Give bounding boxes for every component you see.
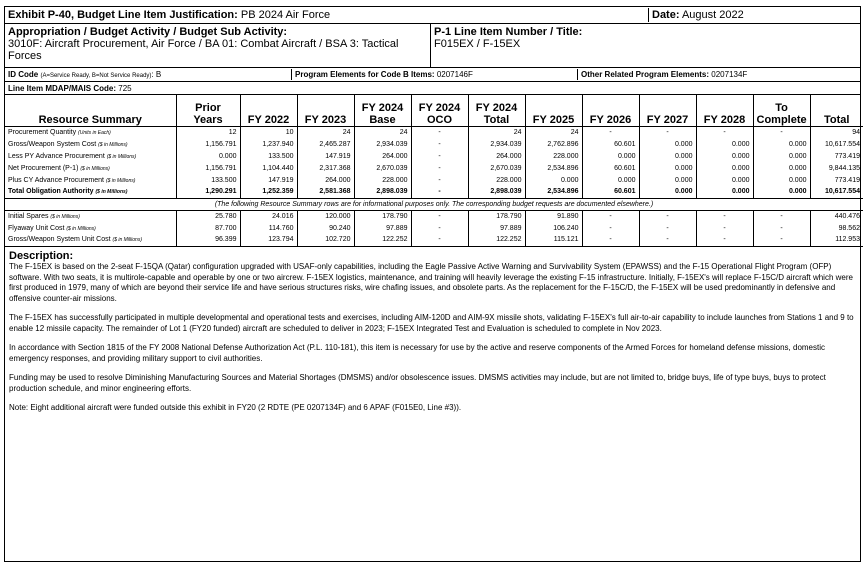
table-cell: - xyxy=(639,126,696,138)
table-cell: 120.000 xyxy=(297,210,354,222)
table-cell: 2,934.039 xyxy=(468,138,525,150)
table-cell: 0.000 xyxy=(525,174,582,186)
id-code-block xyxy=(5,69,292,80)
table-cell: 178.790 xyxy=(354,210,411,222)
column-header: FY 2025 xyxy=(525,95,582,126)
table-cell: - xyxy=(582,234,639,246)
resource-summary-table xyxy=(5,95,863,247)
column-header: To Complete xyxy=(753,95,810,126)
table-cell: - xyxy=(753,210,810,222)
column-header: FY 2023 xyxy=(297,95,354,126)
table-cell: 0.000 xyxy=(696,186,753,198)
table-cell: 773.419 xyxy=(834,176,860,184)
other-pe-value: 0207134F xyxy=(711,70,748,79)
table-cell: 60.601 xyxy=(582,138,639,150)
table-cell: 24 xyxy=(525,126,582,138)
table-cell: 0.000 xyxy=(639,162,696,174)
row-label: Procurement Quantity (Units in Each) xyxy=(5,126,176,138)
table-cell: 147.919 xyxy=(240,174,297,186)
table-row xyxy=(5,222,863,234)
table-cell: 24.016 xyxy=(240,210,297,222)
table-cell: - xyxy=(753,126,810,138)
table-cell: 2,581.368 xyxy=(297,186,354,198)
table-cell: 115.121 xyxy=(525,234,582,246)
column-header: FY 2024 Base xyxy=(354,95,411,126)
table-cell: 2,898.039 xyxy=(354,186,411,198)
table-cell: 0.000 xyxy=(753,186,810,198)
table-cell: 228.000 xyxy=(354,174,411,186)
pe-value: 0207146F xyxy=(436,70,473,79)
id-code-value: : B xyxy=(151,70,162,79)
table-cell: 106.240 xyxy=(525,222,582,234)
row-label: Gross/Weapon System Cost ($ in Millions) xyxy=(5,138,176,150)
table-cell: 24 xyxy=(468,126,525,138)
table-cell: - xyxy=(411,234,468,246)
table-row xyxy=(5,186,863,198)
table-cell: - xyxy=(696,210,753,222)
description-paragraph: The F-15EX is based on the 2-seat F-15QA (Qatar) configuration upgraded with USAF-only capabilities, including the Eagle Passive Active Warning and Survivability System (EPAWSS) and the F-15 Operational Flight Program (OFP) software. With two seats, it is multirole-capable and operable by one or two aircrew. F-15EX logistics, maintenance, and training will heavily leverage the existing F-15 infrastructure. Initially, F-15EX's will replace F-15C/D aircraft which were first produced in 1979, many of which are beyond their service life and have serious structures risks, wire chafing issues, and obsolete parts. As the replacement for the F-15C/D, the F-15EX will be used predominantly in defensive and offensive counter-air missions. xyxy=(9,262,853,303)
other-pe-block xyxy=(578,69,860,80)
table-row xyxy=(5,210,863,222)
table-cell: - xyxy=(639,234,696,246)
table-cell: 2,317.368 xyxy=(297,162,354,174)
table-cell: - xyxy=(411,210,468,222)
column-header-row xyxy=(5,95,863,126)
table-cell: 1,290.291 xyxy=(176,186,240,198)
table-cell: 10,617.554 xyxy=(824,140,860,148)
date-label: Date: xyxy=(652,9,680,21)
table-cell: - xyxy=(696,234,753,246)
table-cell: - xyxy=(639,210,696,222)
table-cell: 0.000 xyxy=(639,186,696,198)
table-row xyxy=(5,138,863,150)
program-elements-block xyxy=(292,69,578,80)
id-code-label: ID Code xyxy=(8,70,39,79)
table-cell: 0.000 xyxy=(176,150,240,162)
table-cell: 24 xyxy=(297,126,354,138)
table-cell: 102.720 xyxy=(297,234,354,246)
appropriation-row xyxy=(5,24,860,68)
description-paragraph: Funding may be used to resolve Diminishing Manufacturing Sources and Material Shortages (DMSMS) and/or obsolescence issues. DMSMS activities may include, but are not limited to, bridge buys, life of type buys, buys to protect production schedule, and minor engineering efforts. xyxy=(9,373,826,393)
table-cell: 147.919 xyxy=(297,150,354,162)
table-cell: 133.500 xyxy=(240,150,297,162)
table-cell: 122.252 xyxy=(354,234,411,246)
table-row xyxy=(5,234,863,246)
table-cell: - xyxy=(411,138,468,150)
table-cell: 0.000 xyxy=(753,150,810,162)
table-cell: 90.240 xyxy=(297,222,354,234)
mdap-label: Line Item MDAP/MAIS Code: xyxy=(8,83,117,93)
table-cell: - xyxy=(411,162,468,174)
p40-exhibit-sheet xyxy=(4,6,861,562)
description-paragraph: Note: Eight additional aircraft were funded outside this exhibit in FY20 (2 RDTE (PE 0207134F) and 6 APAF (F015E0, Line #3)). xyxy=(9,403,462,412)
appropriation-block xyxy=(5,24,431,67)
table-cell: 0.000 xyxy=(753,174,810,186)
exhibit-date xyxy=(649,8,860,22)
exhibit-title-row xyxy=(5,7,860,24)
p1-line-item-block xyxy=(431,24,860,67)
table-cell: 264.000 xyxy=(354,150,411,162)
table-cell: 1,237.940 xyxy=(240,138,297,150)
appropriation-label: Appropriation / Budget Activity / Budget Sub Activity: xyxy=(8,26,288,38)
table-cell: 0.000 xyxy=(696,174,753,186)
column-header: Prior Years xyxy=(176,95,240,126)
row-label: Gross/Weapon System Unit Cost ($ in Millions) xyxy=(5,234,176,246)
table-cell: - xyxy=(582,126,639,138)
description-paragraph: In accordance with Section 1815 of the FY 2008 National Defense Authorization Act (P.L. 110-181), this item is necessary for use by the active and reserve components of the Armed Forces for homeland defense missions, domestic emergency responses, and providing military support to civil authorities. xyxy=(9,343,825,363)
mdap-block xyxy=(5,83,135,94)
pe-label: Program Elements for Code B Items: xyxy=(295,70,435,79)
table-row xyxy=(5,126,863,138)
table-cell: 773.419 xyxy=(834,152,860,160)
table-row xyxy=(5,162,863,174)
table-cell: 60.601 xyxy=(582,162,639,174)
table-cell: 0.000 xyxy=(696,150,753,162)
table-cell: 1,104.440 xyxy=(240,162,297,174)
table-cell: 264.000 xyxy=(297,174,354,186)
table-cell: 2,762.896 xyxy=(525,138,582,150)
table-cell: 1,252.359 xyxy=(240,186,297,198)
row-label: Net Procurement (P-1) ($ in Millions) xyxy=(5,162,176,174)
table-cell: 97.889 xyxy=(468,222,525,234)
table-cell: 122.252 xyxy=(468,234,525,246)
appropriation-value: 3010F: Aircraft Procurement, Air Force / BA 01: Combat Aircraft / BSA 3: Tactical Forces xyxy=(8,38,399,62)
mdap-row xyxy=(5,82,860,95)
table-cell: 178.790 xyxy=(468,210,525,222)
description-section xyxy=(5,247,860,427)
exhibit-title xyxy=(5,8,649,22)
table-cell: 2,898.039 xyxy=(468,186,525,198)
table-cell: - xyxy=(582,222,639,234)
description-paragraph: The F-15EX has successfully participated in multiple developmental and operational tests and exercises, including AIM-120D and AIM-9X missile shots, validating F-15EX's full air-to-air capability to include launches from Stations 1 and 9 to enable 12 missile capacity. The remainder of Lot 1 (FY20 funded) aircraft are scheduled to deliver in 2023; F-15EX Integrated Test and Evaluation is scheduled to complete in Nov 2023. xyxy=(9,313,854,333)
resource-summary-body xyxy=(5,126,863,246)
informational-note-row xyxy=(5,198,863,210)
table-cell: 0.000 xyxy=(753,138,810,150)
table-cell: 2,534.896 xyxy=(525,186,582,198)
table-cell: - xyxy=(696,222,753,234)
column-header: FY 2026 xyxy=(582,95,639,126)
table-cell: 0.000 xyxy=(639,138,696,150)
table-cell: - xyxy=(582,210,639,222)
table-cell: 0.000 xyxy=(753,162,810,174)
table-cell: - xyxy=(696,126,753,138)
other-pe-label: Other Related Program Elements: xyxy=(581,70,710,79)
table-cell: 112.953 xyxy=(810,234,863,246)
table-cell: 98.562 xyxy=(838,224,860,232)
column-header: Resource Summary xyxy=(5,95,176,126)
table-row xyxy=(5,150,863,162)
table-cell: 97.889 xyxy=(354,222,411,234)
table-cell: 10,617.554 xyxy=(810,186,863,198)
table-cell: 0.000 xyxy=(582,150,639,162)
row-label: Flyaway Unit Cost ($ in Millions) xyxy=(5,222,176,234)
table-cell: 12 xyxy=(176,126,240,138)
table-cell: 228.000 xyxy=(468,174,525,186)
table-cell: 0.000 xyxy=(696,138,753,150)
exhibit-value: PB 2024 Air Force xyxy=(240,9,331,21)
informational-note: (The following Resource Summary rows are for informational purposes only. The corresponding budget requests are documented elsewhere.) xyxy=(5,198,863,210)
table-cell: 2,670.039 xyxy=(468,162,525,174)
table-cell: - xyxy=(411,150,468,162)
column-header: FY 2024 Total xyxy=(468,95,525,126)
description-heading: Description: xyxy=(9,249,74,262)
table-cell: 133.500 xyxy=(176,174,240,186)
table-cell: - xyxy=(411,126,468,138)
table-cell: 2,934.039 xyxy=(354,138,411,150)
table-cell: 60.601 xyxy=(582,186,639,198)
table-cell: 264.000 xyxy=(468,150,525,162)
id-code-row xyxy=(5,68,860,82)
column-header: Total xyxy=(810,95,863,126)
table-cell: 0.000 xyxy=(582,174,639,186)
table-cell: 87.700 xyxy=(176,222,240,234)
id-code-note: (A=Service Ready, B=Not Service Ready) xyxy=(40,73,152,79)
table-cell: 0.000 xyxy=(639,174,696,186)
table-cell: 2,670.039 xyxy=(354,162,411,174)
table-cell: 228.000 xyxy=(525,150,582,162)
table-cell: - xyxy=(411,174,468,186)
table-cell: - xyxy=(753,222,810,234)
table-cell: 94 xyxy=(852,128,860,136)
row-label: Initial Spares ($ in Millions) xyxy=(5,210,176,222)
p1-value: F015EX / F-15EX xyxy=(434,38,521,50)
column-header: FY 2028 xyxy=(696,95,753,126)
row-label: Plus CY Advance Procurement ($ in Millions) xyxy=(5,174,176,186)
exhibit-label: Exhibit P-40, Budget Line Item Justification: xyxy=(8,9,238,21)
table-cell: - xyxy=(639,222,696,234)
table-cell: - xyxy=(411,222,468,234)
table-cell: 0.000 xyxy=(696,162,753,174)
table-cell: 91.890 xyxy=(525,210,582,222)
row-label: Less PY Advance Procurement ($ in Millions) xyxy=(5,150,176,162)
table-cell: 2,534.896 xyxy=(525,162,582,174)
table-cell: 10 xyxy=(240,126,297,138)
table-cell: 9,844.135 xyxy=(828,164,860,172)
date-value: August 2022 xyxy=(681,9,744,21)
table-cell: 25.780 xyxy=(176,210,240,222)
table-cell: 440.476 xyxy=(834,212,860,220)
table-cell: - xyxy=(753,234,810,246)
table-cell: 0.000 xyxy=(639,150,696,162)
table-cell: 114.760 xyxy=(240,222,297,234)
table-cell: 123.794 xyxy=(240,234,297,246)
table-cell: 2,465.287 xyxy=(297,138,354,150)
p1-label: P-1 Line Item Number / Title: xyxy=(434,26,583,38)
table-cell: 96.399 xyxy=(176,234,240,246)
table-cell: 24 xyxy=(354,126,411,138)
column-header: FY 2024 OCO xyxy=(411,95,468,126)
table-row xyxy=(5,174,863,186)
column-header: FY 2022 xyxy=(240,95,297,126)
table-cell: 1,156.791 xyxy=(176,138,240,150)
column-header: FY 2027 xyxy=(639,95,696,126)
table-cell: - xyxy=(411,186,468,198)
table-cell: 1,156.791 xyxy=(176,162,240,174)
row-label: Total Obligation Authority ($ in Millions) xyxy=(5,186,176,198)
mdap-value: 725 xyxy=(118,83,132,93)
